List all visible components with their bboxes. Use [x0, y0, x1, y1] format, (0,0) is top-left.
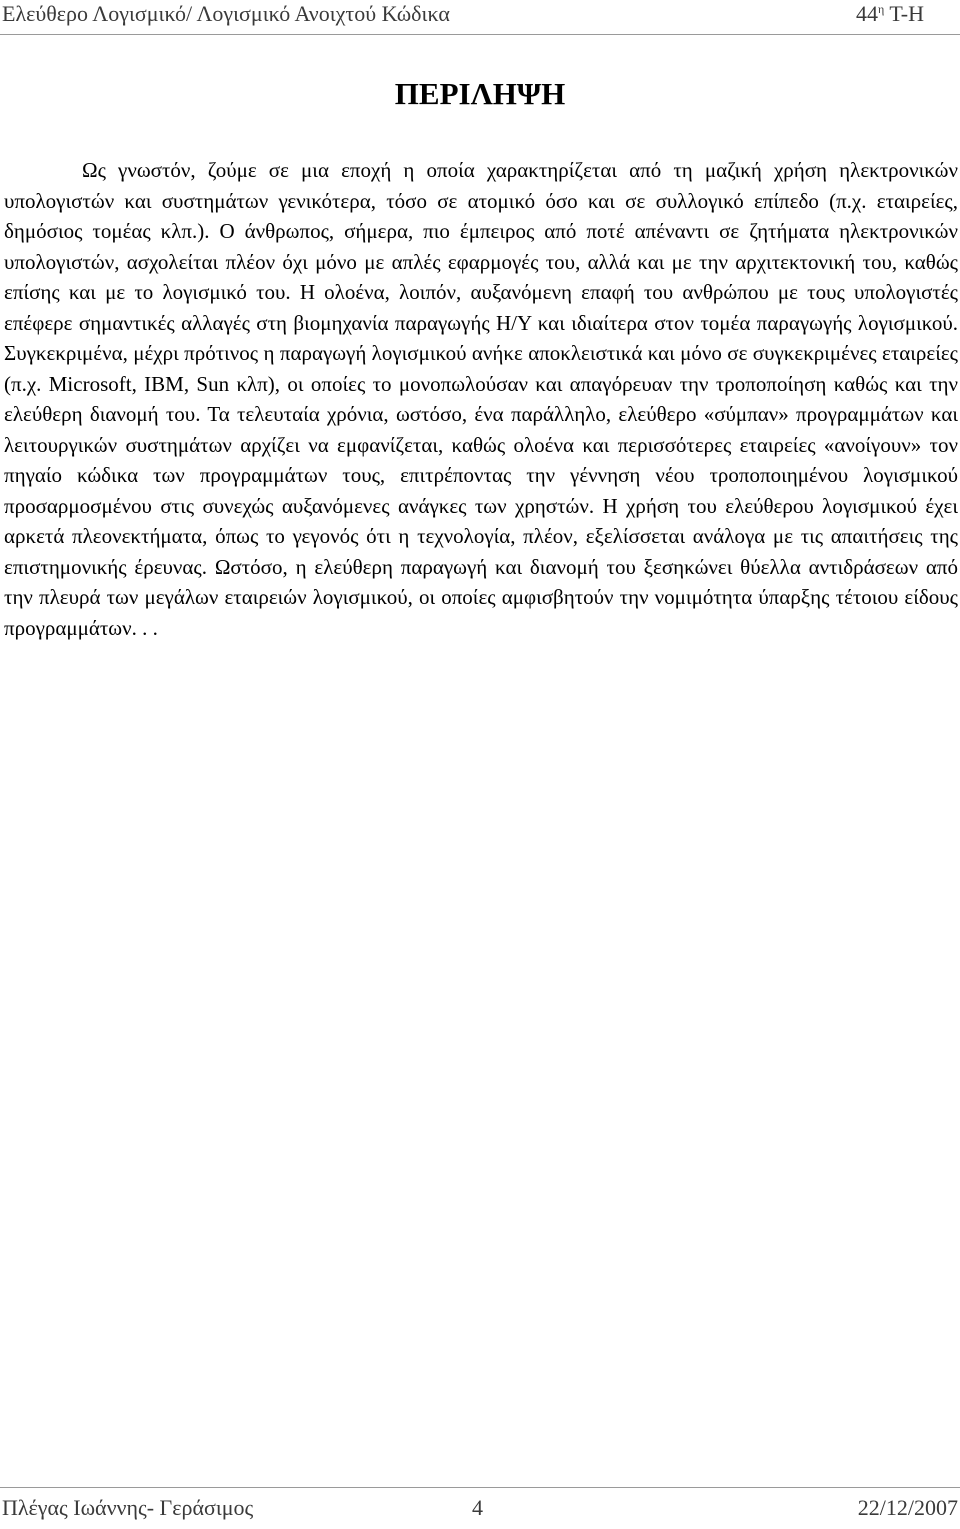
header-document-title: Ελεύθερο Λογισμικό/ Λογισμικό Ανοιχτού Κώδικα	[2, 1, 450, 26]
header-team-number: 44	[855, 1, 878, 26]
abstract-paragraph: Ως γνωστόν, ζούμε σε μια εποχή η οποία χαρακτηρίζεται από τη μαζική χρήση ηλεκτρονικών υπολογιστών και συστημάτων γενικότερα, τόσο σε ατομικό όσο και σε συλλογικό επίπεδο (π.χ. εταιρείες, δημόσιος τομέας κλπ.). Ο άνθρωπος, σήμερα, πιο έμπειρος από ποτέ απέναντι σε ζητήματα ηλεκτρονικών υπολογιστών, ασχολείται πλέον όχι μόνο με απλές εφαρμογές του, αλλά και με την αρχιτεκτονική του, καθώς επίσης και με το λογισμικό του. Η ολοένα, λοιπόν, αυξανόμενη επαφή του ανθρώπου με τους υπολογιστές επέφερε σημαντικές αλλαγές στη βιομηχανία παραγωγής Η/Υ και ιδιαίτερα στον τομέα παραγωγής λογισμικού. Συγκεκριμένα, μέχρι πρότινος η παραγωγή λογισμικού ανήκε αποκλειστικά και μόνο σε συγκεκριμένες εταιρείες (π.χ. Microsoft, IBM, Sun κλπ), οι οποίες το μονοπωλούσαν και απαγόρευαν την τροποποίηση καθώς και την ελεύθερη διανομή του. Τα τελευταία χρόνια, ωστόσο, ένα παράλληλο, ελεύθερο «σύμπαν» προγραμμάτων και λειτουργικών συστημάτων αρχίζει να εμφανίζεται, καθώς ολοένα και περισσότερες εταιρείες «ανοίγουν» τον πηγαίο κώδικα των προγραμμάτων τους, επιτρέποντας την γέννηση νέου τροποποιημένου λογισμικού προσαρμοσμένου στις συνεχώς αυξανόμενες ανάγκες των χρηστών. Η χρήση του ελεύθερου λογισμικού έχει αρκετά πλεονεκτήματα, όπως το γεγονός ότι η τεχνολογία, πλέον, εξελίσσεται ανάλογα με τις απαιτήσεις της επιστημονικής έρευνας. Ωστόσο, η ελεύθερη παραγωγή και διανομή του ξεσηκώνει θύελλα αντιδράσεων από την πλευρά των μεγάλων εταιρειών λογισμικού, οι οποίες αμφισβητούν την νομιμότητα ύπαρξης τέτοιου είδους προγραμμάτων. . .	[4, 158, 958, 640]
header-team-label	[856, 2, 924, 26]
page-footer	[0, 1496, 960, 1526]
footer-date: 22/12/2007	[857, 1495, 958, 1520]
page-title: ΠΕΡΙΛΗΨΗ	[394, 76, 566, 111]
page-header	[0, 0, 960, 36]
header-team-ordinal: η	[877, 2, 885, 16]
footer-page-number: 4	[472, 1495, 483, 1520]
footer-divider	[0, 1487, 960, 1488]
footer-author: Πλέγας Ιωάννης- Γεράσιμος	[2, 1495, 254, 1520]
header-team-suffix: Τ-Η	[884, 1, 924, 26]
header-divider	[0, 34, 960, 35]
